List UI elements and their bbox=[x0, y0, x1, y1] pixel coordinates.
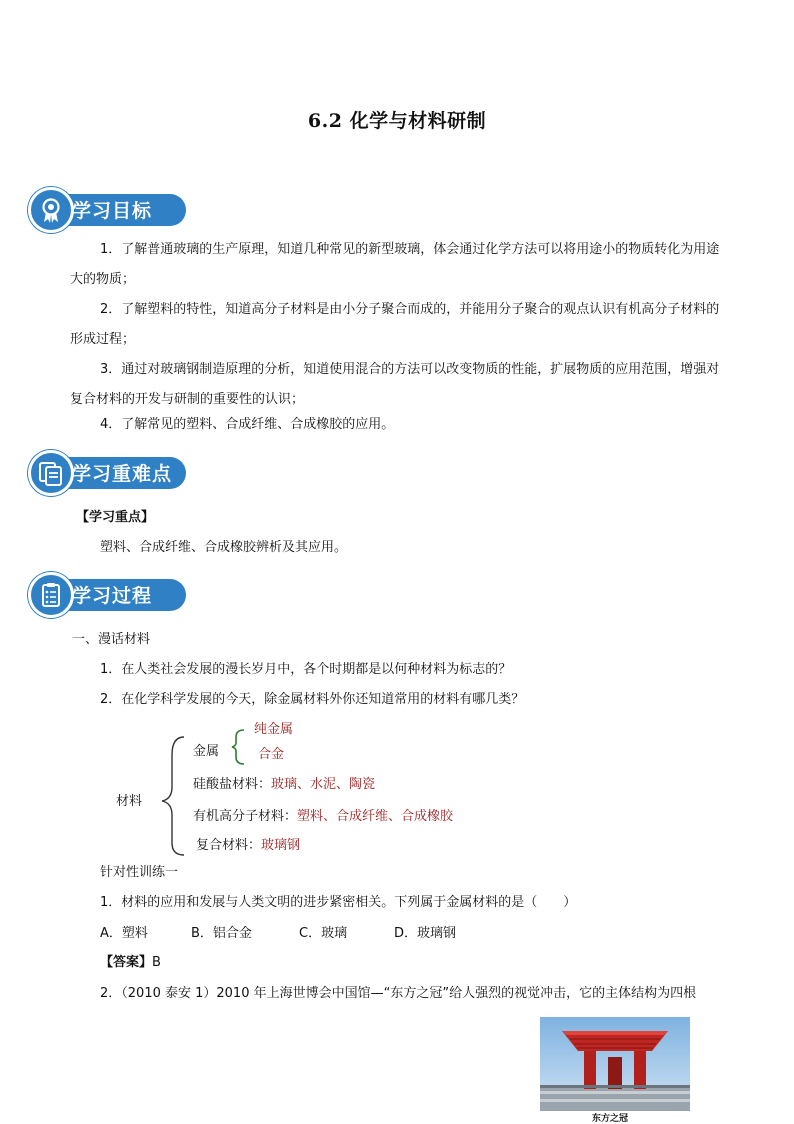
clipboard-list-icon bbox=[28, 572, 74, 618]
practice-heading: 针对性训练一 bbox=[100, 865, 179, 880]
tree-organic-value: 塑料、合成纤维、合成橡胶 bbox=[297, 809, 454, 824]
answer-value: B bbox=[152, 955, 161, 970]
tree-organic bbox=[193, 807, 453, 827]
question-2: 2．在化学科学发展的今天，除金属材料外你还知道常用的材料有哪几类？ bbox=[100, 692, 525, 707]
tree-composite-label: 复合材料： bbox=[196, 838, 262, 853]
section-banner-key-points bbox=[28, 450, 186, 494]
tree-silicate-label: 硅酸盐材料： bbox=[193, 777, 272, 792]
tree-composite-value: 玻璃钢 bbox=[261, 838, 301, 853]
objective-item-4: 4．了解常见的塑料、合成纤维、合成橡胶的应用。 bbox=[100, 417, 395, 432]
tree-organic-label: 有机高分子材料： bbox=[193, 809, 298, 824]
banner-label: 学习过程 bbox=[72, 585, 153, 607]
tree-silicate-value: 玻璃、水泥、陶瓷 bbox=[271, 777, 376, 792]
tree-metal-alloy: 合金 bbox=[258, 747, 285, 762]
option-b: B．铝合金 bbox=[191, 926, 252, 941]
tree-metal-label: 金属 bbox=[193, 744, 220, 759]
tree-composite bbox=[196, 836, 300, 856]
option-a: A．塑料 bbox=[100, 926, 148, 941]
award-ribbon-icon bbox=[28, 187, 74, 233]
china-pavilion-photo bbox=[540, 1017, 690, 1111]
section-banner-objectives bbox=[28, 187, 186, 231]
section-banner-process bbox=[28, 572, 186, 616]
practice-question-2: 2．（2010 泰安 1）2010 年上海世博会中国馆—“东方之冠”给人强烈的视觉冲击，它的主体结构为四根 bbox=[100, 986, 697, 1001]
question-1: 1．在人类社会发展的漫长岁月中，各个时期都是以何种材料为标志的？ bbox=[100, 662, 512, 677]
practice-question-1: 1．材料的应用和发展与人类文明的进步紧密相关。下列属于金属材料的是（ ） bbox=[100, 895, 577, 910]
answer-label: 【答案】 bbox=[100, 955, 153, 970]
key-points-text: 塑料、合成纤维、合成橡胶辨析及其应用。 bbox=[100, 540, 348, 555]
objective-item-3: 3．通过对玻璃钢制造原理的分析，知道使用混合的方法可以改变物质的性能，扩展物质的应用范围，增强对复合材料的开发与研制的重要性的认识； bbox=[70, 362, 720, 407]
main-brace bbox=[162, 737, 184, 855]
figure-caption: 东方之冠 bbox=[592, 1114, 629, 1124]
documents-icon bbox=[28, 450, 74, 496]
key-points-label: 【学习重点】 bbox=[76, 510, 155, 525]
objective-item-1: 1．了解普通玻璃的生产原理，知道几种常见的新型玻璃，体会通过化学方法可以将用途小的物质转化为用途大的物质； bbox=[70, 242, 720, 287]
option-c: C．玻璃 bbox=[299, 926, 348, 941]
page-title: 6.2 化学与材料研制 bbox=[307, 110, 487, 132]
tree-root: 材料 bbox=[116, 794, 143, 809]
part-heading: 一、漫话材料 bbox=[72, 632, 151, 647]
banner-label: 学习目标 bbox=[72, 200, 153, 222]
metal-brace bbox=[232, 730, 244, 764]
answer bbox=[100, 953, 161, 973]
banner-label: 学习重难点 bbox=[72, 463, 173, 485]
option-d: D．玻璃钢 bbox=[394, 926, 457, 941]
tree-silicate bbox=[193, 775, 375, 795]
objective-item-2: 2．了解塑料的特性，知道高分子材料是由小分子聚合而成的，并能用分子聚合的观点认识有机高分子材料的形成过程； bbox=[70, 302, 720, 347]
tree-metal-pure: 纯金属 bbox=[254, 722, 294, 737]
